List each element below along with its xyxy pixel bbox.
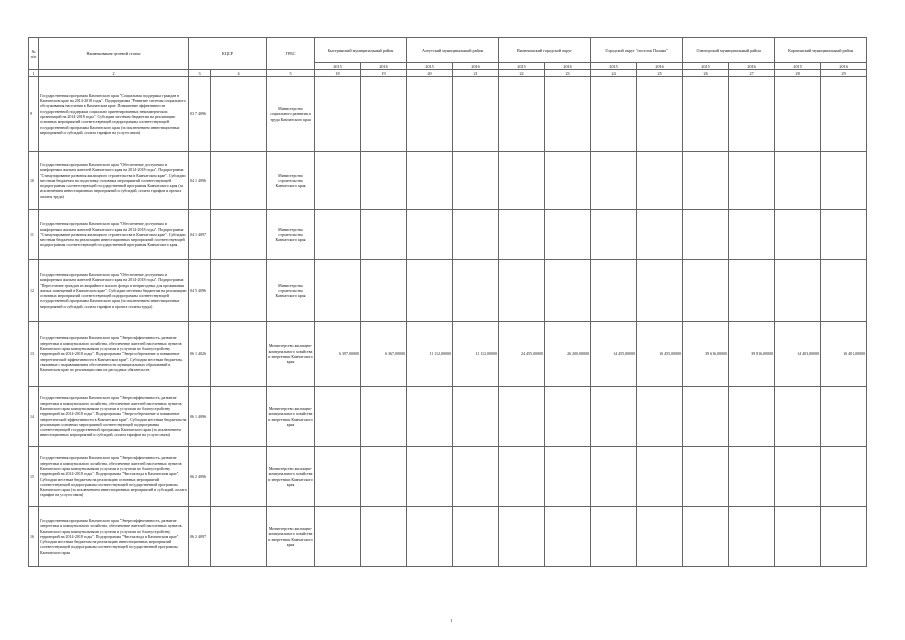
row-blank — [211, 260, 267, 322]
row-value — [499, 210, 545, 260]
row-value — [453, 152, 499, 210]
row-blank — [211, 210, 267, 260]
row-value — [821, 507, 867, 567]
row-value: 11 112,00000 — [453, 322, 499, 387]
column-number-cell: 20 — [407, 70, 453, 77]
year-cell: 2016 — [545, 63, 591, 70]
year-cell: 2016 — [729, 63, 775, 70]
table-row — [29, 260, 867, 322]
row-value: 14 455,00000 — [591, 322, 637, 387]
row-value — [499, 77, 545, 152]
row-value: 16 401,00000 — [821, 322, 867, 387]
row-name: Государственная программа Камчатского края "Социальная поддержка граждан в Камчатском крае на 2014-2018 годы". Подпрограмма "Развитие системы социального обслуживания населения в Камчатском крае. Повышение эффективности государственной поддержки социально ориентированных некоммерческих организаций на 2014-2018 годы". Субсидии местным бюджетам на реализацию основных мероприятий соответствующей подпрограммы соответствующей государственной программы Камчатского края (за исключением инвестиционных мероприятий и субсидий, оплата тарифов на услуги связи) — [39, 77, 189, 152]
row-blank — [211, 507, 267, 567]
row-value: 14 403,00000 — [775, 322, 821, 387]
row-grbs: Министерство жилищно-коммунального хозяйства и энергетики Камчатского края — [267, 507, 315, 567]
row-value: 24 455,00000 — [499, 322, 545, 387]
district-header: Быстринский муниципальный район — [315, 38, 407, 63]
row-kcsr: 06 1 4026 — [189, 322, 211, 387]
year-cell: 2016 — [821, 63, 867, 70]
row-value — [591, 210, 637, 260]
district-header: Карагинский муниципальный район — [775, 38, 867, 63]
col-kcsr-header: КЦСР — [189, 38, 267, 70]
district-header: Олюторский муниципальный район — [683, 38, 775, 63]
row-number: 15 — [29, 447, 39, 507]
row-value — [729, 260, 775, 322]
table-row — [29, 507, 867, 567]
column-number-cell: 25 — [637, 70, 683, 77]
row-name: Государственная программа Камчатского края "Обеспечение доступным и комфортным жильем жителей Камчатского края на 2014-2018 годы". Подпрограмма "Стимулирование развития жилищного строительства в Камчатском крае". Субсидии местным бюджетам на реализацию инвестиционных мероприятий соответствующей подпрограммы соответствующей государственной программы Камчатского края — [39, 210, 189, 260]
row-value — [591, 387, 637, 447]
row-value — [545, 77, 591, 152]
row-kcsr: 06 2 4097 — [189, 507, 211, 567]
column-number-cell: 3 — [189, 70, 211, 77]
row-name: Государственная программа Камчатского края "Энергоэффективность, развитие энергетики и коммунального хозяйства, обеспечение жителей населенных пунктов Камчатского края коммунальными услугами и услугами по благоустройству территорий на 2014-2018 годы". Подпрограмма "Чистая вода в Камчатском крае". Субсидии местным бюджетам на реализацию основных мероприятий соответствующей подпрограммы соответствующей государственной программы Камчатского края (за исключением инвестиционных мероприятий и субсидий, оплата тарифов на услуги связи) — [39, 447, 189, 507]
column-number-cell: 19 — [361, 70, 407, 77]
column-number-cell: 2 — [39, 70, 189, 77]
column-number-cell: 26 — [683, 70, 729, 77]
row-value — [683, 387, 729, 447]
row-value — [315, 260, 361, 322]
table-row — [29, 210, 867, 260]
row-blank — [211, 387, 267, 447]
row-value — [407, 387, 453, 447]
row-value — [821, 260, 867, 322]
row-grbs: Министерство жилищно-коммунального хозяйства и энергетики Камчатского края — [267, 322, 315, 387]
col-num-header: № п/п — [29, 38, 39, 70]
row-value — [591, 152, 637, 210]
column-number-cell: 4 — [211, 70, 267, 77]
row-name: Государственная программа Камчатского края "Обеспечение доступным и комфортным жильем жителей Камчатского края на 2014-2018 годы". Подпрограмма "Стимулирование развития жилищного строительства в Камчатском крае". Субсидии местным бюджетам на подготовку основных мероприятий соответствующей подпрограммы соответствующей государственной программы Камчатского края (за исключением инвестиционных мероприятий и субсидий, оплата тарифов и прочих оплаты труда) — [39, 152, 189, 210]
table-row — [29, 77, 867, 152]
row-value — [591, 77, 637, 152]
row-number: 11 — [29, 210, 39, 260]
row-value — [775, 152, 821, 210]
row-value — [361, 152, 407, 210]
row-value — [821, 77, 867, 152]
year-cell: 2015 — [407, 63, 453, 70]
row-value — [637, 210, 683, 260]
row-name: Государственная программа Камчатского края "Обеспечение доступным и комфортным жильем жителей Камчатского края на 2014-2018 годы". Подпрограмма "Переселение граждан из аварийного жилого фонда и непригодных для проживания жилых помещений в Камчатском крае". Субсидии местным бюджетам на реализацию основных мероприятий соответствующей подпрограммы соответствующей государственной программы Камчатского края (за исключением инвестиционных мероприятий и субсидий, оплата тарифов и прочих оплаты труда) — [39, 260, 189, 322]
row-value — [775, 507, 821, 567]
row-value — [683, 77, 729, 152]
row-blank — [211, 447, 267, 507]
row-value — [821, 447, 867, 507]
col-name-header: Наименование целевой статьи — [39, 38, 189, 70]
row-value — [637, 387, 683, 447]
row-value: 39 616,00000 — [683, 322, 729, 387]
row-value — [453, 387, 499, 447]
row-number: 10 — [29, 152, 39, 210]
row-number: 14 — [29, 387, 39, 447]
row-grbs: Министерство жилищно-коммунального хозяйства и энергетики Камчатского края — [267, 387, 315, 447]
header-row — [29, 38, 867, 63]
row-value — [729, 447, 775, 507]
row-value — [775, 210, 821, 260]
row-value — [591, 447, 637, 507]
row-value — [683, 260, 729, 322]
row-value — [315, 447, 361, 507]
table-row — [29, 387, 867, 447]
column-number-cell: 21 — [453, 70, 499, 77]
row-number: 13 — [29, 322, 39, 387]
row-value — [361, 77, 407, 152]
row-grbs: Министерство строительства Камчатского края — [267, 152, 315, 210]
row-value — [499, 447, 545, 507]
row-value — [453, 260, 499, 322]
row-value — [499, 152, 545, 210]
row-blank — [211, 152, 267, 210]
row-value — [407, 447, 453, 507]
row-value — [637, 447, 683, 507]
district-header: Городской округ "поселок Палана" — [591, 38, 683, 63]
column-number-cell: 29 — [821, 70, 867, 77]
row-value — [683, 152, 729, 210]
row-value — [775, 260, 821, 322]
row-value — [729, 387, 775, 447]
row-value — [407, 210, 453, 260]
row-name: Государственная программа Камчатского края "Энергоэффективность, развитие энергетики и коммунального хозяйства, обеспечение жителей населенных пунктов Камчатского края коммунальными услугами и услугами по благоустройству территорий на 2014-2018 годы". Подпрограмма "Энергосбережение и повышение энергетической эффективности в Камчатском крае". Субсидии местным бюджетам, связанные с выравниванием обеспеченности муниципальных образований в Камчатском крае по реализации ими их расходных обязательств — [39, 322, 189, 387]
row-value — [499, 260, 545, 322]
row-number: 16 — [29, 507, 39, 567]
row-value — [499, 507, 545, 567]
row-value — [315, 77, 361, 152]
row-number: 12 — [29, 260, 39, 322]
row-value — [361, 260, 407, 322]
row-value — [545, 387, 591, 447]
row-value — [729, 77, 775, 152]
year-cell: 2016 — [637, 63, 683, 70]
row-value — [775, 387, 821, 447]
row-value — [637, 507, 683, 567]
row-value — [775, 447, 821, 507]
row-value — [407, 260, 453, 322]
page-number: 1 — [450, 618, 453, 623]
row-value: 6 367,00000 — [361, 322, 407, 387]
column-number-cell: 28 — [775, 70, 821, 77]
row-value — [729, 210, 775, 260]
column-number-cell: 18 — [315, 70, 361, 77]
row-value — [453, 210, 499, 260]
row-value — [637, 260, 683, 322]
row-value: 6 397,00000 — [315, 322, 361, 387]
column-number-cell: 24 — [591, 70, 637, 77]
row-kcsr: 06 2 4096 — [189, 447, 211, 507]
row-value — [407, 507, 453, 567]
row-value — [821, 152, 867, 210]
year-cell: 2015 — [591, 63, 637, 70]
row-value — [545, 210, 591, 260]
row-blank — [211, 77, 267, 152]
row-value — [683, 507, 729, 567]
row-value — [821, 210, 867, 260]
row-value — [499, 387, 545, 447]
table-row — [29, 322, 867, 387]
year-cell: 2015 — [775, 63, 821, 70]
column-number-cell: 22 — [499, 70, 545, 77]
row-value — [683, 447, 729, 507]
row-value — [407, 152, 453, 210]
row-value: 26 200,00000 — [545, 322, 591, 387]
column-number-cell: 5 — [267, 70, 315, 77]
row-value — [361, 447, 407, 507]
row-value — [591, 507, 637, 567]
row-value — [315, 387, 361, 447]
row-value — [591, 260, 637, 322]
row-value — [683, 210, 729, 260]
district-header: Алеутский муниципальный район — [407, 38, 499, 63]
row-value — [729, 152, 775, 210]
year-cell: 2015 — [315, 63, 361, 70]
row-value — [775, 77, 821, 152]
row-kcsr: 04 1 4096 — [189, 152, 211, 210]
column-number-cell: 23 — [545, 70, 591, 77]
row-blank — [211, 322, 267, 387]
row-value — [545, 507, 591, 567]
year-cell: 2016 — [453, 63, 499, 70]
table-row — [29, 447, 867, 507]
row-value — [545, 260, 591, 322]
col-grbs-header: ГРБС — [267, 38, 315, 70]
row-name: Государственная программа Камчатского края "Энергоэффективность, развитие энергетики и коммунального хозяйства, обеспечение жителей населенных пунктов Камчатского края коммунальными услугами и услугами по благоустройству территорий на 2014-2018 годы". Подпрограмма "Чистая вода в Камчатском крае". Субсидии местным бюджетам на реализацию инвестиционных мероприятий соответствующей подпрограммы соответствующей государственной программы Камчатского края — [39, 507, 189, 567]
row-value — [453, 447, 499, 507]
table-row — [29, 152, 867, 210]
column-number-cell: 1 — [29, 70, 39, 77]
row-value — [545, 447, 591, 507]
row-value: 39 816,00000 — [729, 322, 775, 387]
row-kcsr: 03 7 4096 — [189, 77, 211, 152]
row-grbs: Министерство социального развития и труда Камчатского края — [267, 77, 315, 152]
row-value — [361, 210, 407, 260]
row-value — [821, 387, 867, 447]
row-grbs: Министерство жилищно-коммунального хозяйства и энергетики Камчатского края — [267, 447, 315, 507]
year-cell: 2016 — [361, 63, 407, 70]
row-value — [315, 210, 361, 260]
row-kcsr: 06 1 4096 — [189, 387, 211, 447]
row-value: 11 112,00000 — [407, 322, 453, 387]
column-numbers-row — [29, 70, 867, 77]
row-value — [453, 77, 499, 152]
row-value — [407, 77, 453, 152]
row-grbs: Министерство строительства Камчатского края — [267, 260, 315, 322]
row-kcsr: 04 1 4097 — [189, 210, 211, 260]
row-value — [315, 507, 361, 567]
row-value — [729, 507, 775, 567]
row-name: Государственная программа Камчатского края "Энергоэффективность, развитие энергетики и коммунального хозяйства, обеспечение жителей населенных пунктов Камчатского края коммунальными услугами и услугами по благоустройству территорий на 2014-2018 годы". Подпрограмма "Энергосбережение и повышение энергетической эффективности в Камчатском крае". Субсидии местным бюджетам на реализацию основных мероприятий соответствующей подпрограммы соответствующей государственной программы Камчатского края (за исключением инвестиционных мероприятий и субсидий, оплата тарифов на услуги связи) — [39, 387, 189, 447]
row-grbs: Министерство строительства Камчатского края — [267, 210, 315, 260]
row-value — [637, 152, 683, 210]
budget-table-sheet — [28, 37, 866, 567]
row-value — [453, 507, 499, 567]
row-value — [637, 77, 683, 152]
budget-table — [28, 37, 867, 567]
row-kcsr: 04 5 4096 — [189, 260, 211, 322]
row-value — [361, 387, 407, 447]
column-number-cell: 27 — [729, 70, 775, 77]
row-number: 9 — [29, 77, 39, 152]
row-value — [545, 152, 591, 210]
district-header: Вилючинский городской округ — [499, 38, 591, 63]
row-value — [361, 507, 407, 567]
year-cell: 2015 — [499, 63, 545, 70]
year-cell: 2015 — [683, 63, 729, 70]
row-value — [315, 152, 361, 210]
row-value: 16 455,00000 — [637, 322, 683, 387]
